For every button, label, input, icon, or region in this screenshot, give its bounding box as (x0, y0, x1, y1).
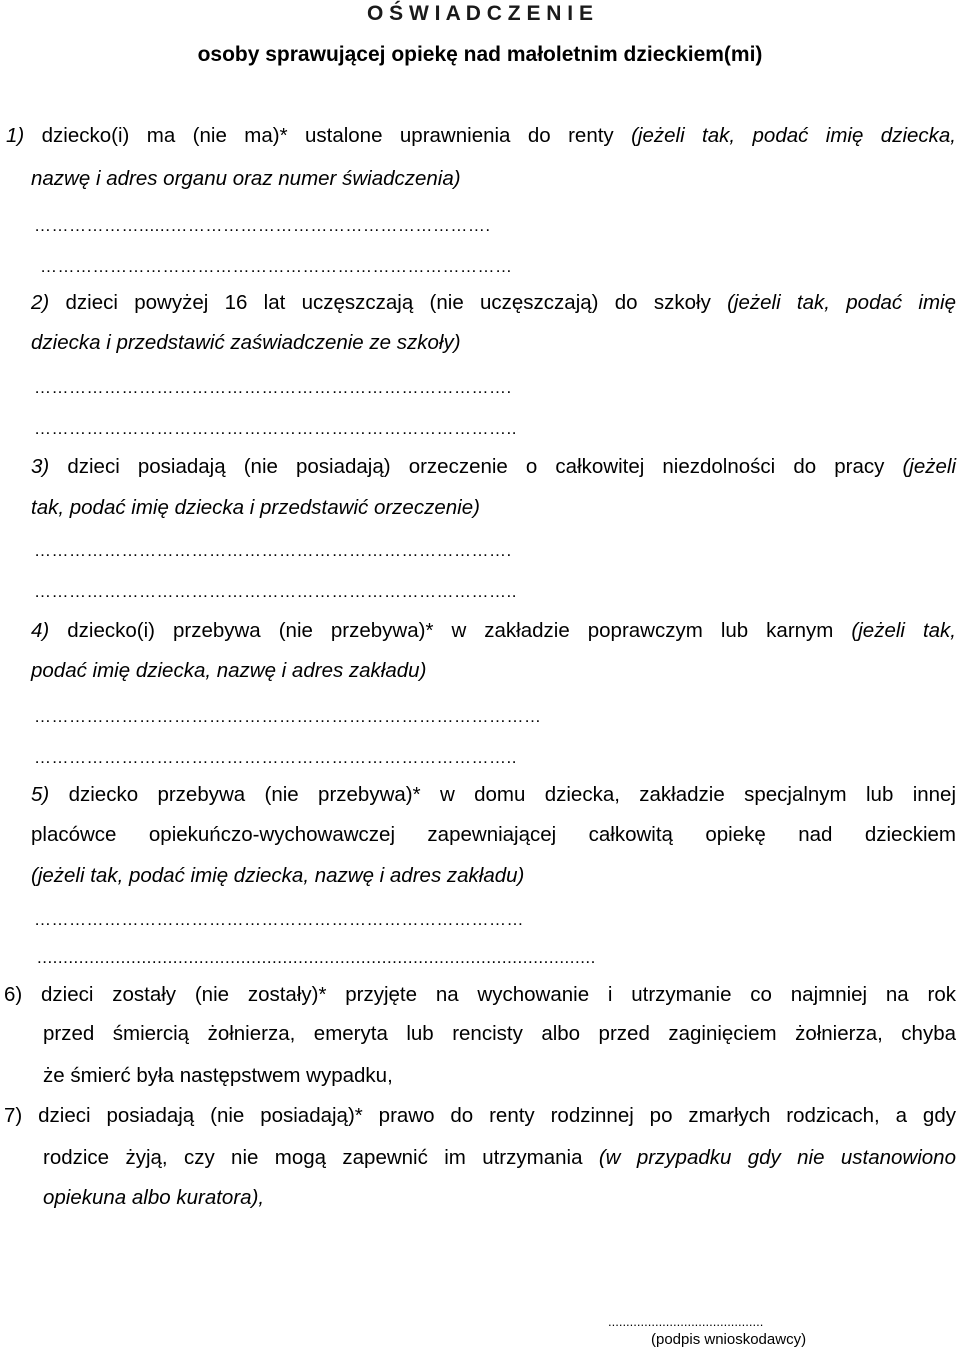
item-2-fill-line-1: ………………………………………………………………………. (34, 378, 512, 397)
item-2-number: 2) (31, 291, 50, 314)
document-subtitle: osoby sprawującej opiekę nad małoletnim dzieckiem(mi) (197, 43, 763, 66)
item-3-fill-line-1: ………………………………………………………………………. (34, 541, 512, 560)
item-4-fill-line-2: ……………………………………………………………………….. (34, 748, 517, 767)
item-4-line-2: podać imię dziecka, nazwę i adres zakładu) (31, 659, 427, 682)
item-4-text: dziecko(i) przebywa (nie przebywa)* w zakładzie poprawczym lub karnym (49, 619, 852, 642)
item-4-line-1 (31, 619, 956, 643)
item-2-line-1 (31, 291, 956, 315)
item-5-fill-line-1: ………………………………………………………………………… (34, 910, 524, 929)
item-5-fill-line-2: ........................................................................................................... (37, 948, 596, 967)
item-3-line-2: tak, podać imię dziecka i przedstawić orzeczenie) (31, 496, 480, 519)
document-title: O Ś W I A D C Z E N I E (367, 2, 593, 25)
item-4-number: 4) (31, 619, 50, 642)
item-1-hint: (jeżeli tak, podać imię dziecka, (631, 124, 956, 147)
item-5-line-1 (31, 783, 956, 807)
item-3-number: 3) (31, 455, 50, 478)
item-7-line-1: 7) dzieci posiadają (nie posiadają)* prawo do renty rodzinnej po zmarłych rodzicach, a gdy (4, 1104, 956, 1127)
item-1-fill-line-2: ……………………………………………………………………… (40, 257, 513, 276)
item-2-text: dzieci powyżej 16 lat uczęszczają (nie uczęszczają) do szkoły (49, 291, 728, 314)
item-5-text: dziecko przebywa (nie przebywa)* w domu dziecka, zakładzie specjalnym lub innej (49, 783, 956, 806)
item-3-hint: (jeżeli (902, 455, 956, 478)
item-5-number: 5) (31, 783, 50, 806)
item-5-line-2: placówce opiekuńczo-wychowawczej zapewniającej całkowitą opiekę nad dzieckiem (31, 823, 956, 846)
item-4-hint: (jeżeli tak, (851, 619, 957, 642)
item-3-text: dzieci posiadają (nie posiadają) orzeczenie o całkowitej niezdolności do pracy (49, 455, 903, 478)
item-1-fill-line-1: ………………......………………………………………………. (34, 216, 491, 235)
item-2-line-2: dziecka i przedstawić zaświadczenie ze szkoły) (31, 331, 461, 354)
item-1-line-1 (6, 124, 956, 148)
item-3-fill-line-2: ……………………………………………………………………….. (34, 582, 517, 601)
item-6-line-3: że śmierć była następstwem wypadku, (43, 1064, 393, 1087)
item-5-line-3: (jeżeli tak, podać imię dziecka, nazwę i adres zakładu) (31, 864, 525, 887)
item-6-line-1: 6) dzieci zostały (nie zostały)* przyjęte na wychowanie i utrzymanie co najmniej na rok (4, 983, 956, 1006)
item-1-line-2: nazwę i adres organu oraz numer świadczenia) (31, 167, 461, 190)
item-4-fill-line-1: …………………………………………………………………………… (34, 707, 542, 726)
item-7-line-3: opiekuna albo kuratora), (43, 1186, 265, 1209)
item-3-line-1 (31, 455, 956, 479)
signature-label: (podpis wnioskodawcy) (651, 1331, 807, 1348)
item-1-number: 1) (6, 124, 25, 147)
item-2-fill-line-2: ……………………………………………………………………….. (34, 419, 517, 438)
item-1-text: dziecko(i) ma (nie ma)* ustalone uprawnienia do renty (24, 124, 632, 147)
item-6-line-2: przed śmiercią żołnierza, emeryta lub rencisty albo przed zaginięciem żołnierza, chyba (43, 1022, 956, 1045)
item-2-hint: (jeżeli tak, podać imię (727, 291, 956, 314)
signature-line: ........................................... (608, 1314, 764, 1329)
item-7-line-2: rodzice żyją, czy nie mogą zapewnić im utrzymania (w przypadku gdy nie ustanowiono (43, 1146, 956, 1169)
